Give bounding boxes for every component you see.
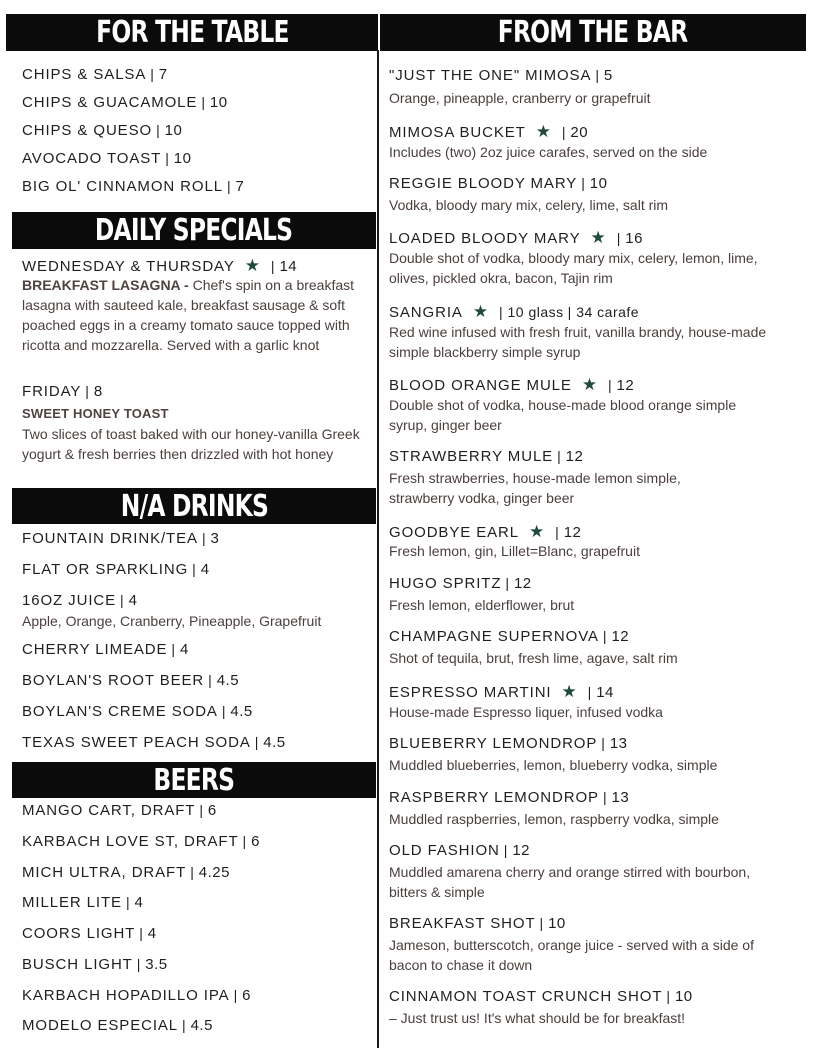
bar-item-description: Fresh lemon, elderflower, brut xyxy=(389,597,575,613)
na-drink-description: Apple, Orange, Cranberry, Pineapple, Grapefruit xyxy=(22,613,322,629)
bar-item: HUGO SPRITZ | 12 xyxy=(389,575,532,592)
daily-specials-header: DAILY SPECIALS xyxy=(12,212,376,249)
special-title: BREAKFAST LASAGNA - xyxy=(22,277,189,293)
bar-item-description: Muddled raspberries, lemon, raspberry vodka, simple xyxy=(389,811,719,827)
beer-item: MILLER LITE | 4 xyxy=(22,894,144,911)
bar-item: BLUEBERRY LEMONDROP | 13 xyxy=(389,735,628,752)
star-icon: ★ xyxy=(590,228,607,247)
special-description: BREAKFAST LASAGNA - Chef's spin on a breakfast lasagna with sauteed kale, breakfast sausage & soft poached eggs in a creamy tomato sauce topped with ricotta and mozzarella. Served with a garlic knot xyxy=(22,277,355,353)
bar-item: SANGRIA ★ | 10 glass | 34 carafe xyxy=(389,302,640,321)
star-icon: ★ xyxy=(244,256,261,275)
bar-item: RASPBERRY LEMONDROP | 13 xyxy=(389,789,630,806)
table-item: BIG OL' CINNAMON ROLL | 7 xyxy=(22,178,245,195)
na-drink-item: FOUNTAIN DRINK/TEA | 3 xyxy=(22,530,220,547)
bar-item-description: Double shot of vodka, house-made blood orange simple syrup, ginger beer xyxy=(389,397,737,433)
beer-item: KARBACH HOPADILLO IPA | 6 xyxy=(22,987,251,1004)
bar-item: STRAWBERRY MULE | 12 xyxy=(389,448,584,465)
bar-item-description: House-made Espresso liquer, infused vodka xyxy=(389,704,663,720)
special-description: Two slices of toast baked with our honey-vanilla Greek yogurt & fresh berries then drizzled with hot honey xyxy=(22,426,360,462)
beer-item: COORS LIGHT | 4 xyxy=(22,925,157,942)
from-the-bar-header: FROM THE BAR xyxy=(380,14,806,51)
for-the-table-header: FOR THE TABLE xyxy=(6,14,378,51)
bar-item-description: Orange, pineapple, cranberry or grapefruit xyxy=(389,90,651,106)
beers-header: BEERS xyxy=(12,762,376,798)
bar-item-description: – Just trust us! It's what should be for breakfast! xyxy=(389,1010,686,1026)
bar-item: BLOOD ORANGE MULE ★ | 12 xyxy=(389,375,635,394)
bar-item: GOODBYE EARL ★ | 12 xyxy=(389,522,582,541)
beer-item: MICH ULTRA, DRAFT | 4.25 xyxy=(22,864,230,881)
bar-item-description: Fresh lemon, gin, Lillet=Blanc, grapefruit xyxy=(389,543,640,559)
bar-item-description: Muddled blueberries, lemon, blueberry vodka, simple xyxy=(389,757,718,773)
beer-item: KARBACH LOVE ST, DRAFT | 6 xyxy=(22,833,260,850)
beer-item: MANGO CART, DRAFT | 6 xyxy=(22,802,217,819)
beer-item: BUSCH LIGHT | 3.5 xyxy=(22,956,168,973)
table-item: CHIPS & GUACAMOLE | 10 xyxy=(22,94,228,111)
special-day: FRIDAY | 8 xyxy=(22,383,103,400)
na-drink-item: BOYLAN'S CREME SODA | 4.5 xyxy=(22,703,253,720)
na-drink-item: 16OZ JUICE | 4 xyxy=(22,592,138,609)
beer-item: MODELO ESPECIAL | 4.5 xyxy=(22,1017,213,1034)
na-drink-item: BOYLAN'S ROOT BEER | 4.5 xyxy=(22,672,240,689)
bar-item-description: Fresh strawberries, house-made lemon simple, strawberry vodka, ginger beer xyxy=(389,470,681,506)
table-item: CHIPS & SALSA | 7 xyxy=(22,66,168,83)
special-title: SWEET HONEY TOAST xyxy=(22,406,169,421)
star-icon: ★ xyxy=(529,522,546,541)
bar-item-description: Vodka, bloody mary mix, celery, lime, salt rim xyxy=(389,197,669,213)
bar-item: "JUST THE ONE" MIMOSA | 5 xyxy=(389,67,613,84)
bar-item: LOADED BLOODY MARY ★ | 16 xyxy=(389,228,643,247)
bar-item: REGGIE BLOODY MARY | 10 xyxy=(389,175,608,192)
na-drinks-header: N/A DRINKS xyxy=(12,488,376,524)
bar-item-description: Red wine infused with fresh fruit, vanilla brandy, house-made simple blackberry simple syrup xyxy=(389,324,767,360)
bar-item: CHAMPAGNE SUPERNOVA | 12 xyxy=(389,628,630,645)
bar-item-description: Shot of tequila, brut, fresh lime, agave, salt rim xyxy=(389,650,678,666)
na-drink-item: FLAT OR SPARKLING | 4 xyxy=(22,561,210,578)
special-day: WEDNESDAY & THURSDAY ★ | 14 xyxy=(22,256,298,275)
star-icon: ★ xyxy=(472,302,489,321)
na-drink-item: CHERRY LIMEADE | 4 xyxy=(22,641,189,658)
star-icon: ★ xyxy=(581,375,598,394)
na-drink-item: TEXAS SWEET PEACH SODA | 4.5 xyxy=(22,734,286,751)
bar-item-description: Double shot of vodka, bloody mary mix, celery, lemon, lime, olives, pickled okra, bacon, Tajin rim xyxy=(389,250,758,286)
bar-item: MIMOSA BUCKET ★ | 20 xyxy=(389,122,589,141)
table-item: AVOCADO TOAST | 10 xyxy=(22,150,192,167)
bar-item: ESPRESSO MARTINI ★ | 14 xyxy=(389,682,614,701)
table-item: CHIPS & QUESO | 10 xyxy=(22,122,183,139)
bar-item-description: Jameson, butterscotch, orange juice - served with a side of bacon to chase it down xyxy=(389,937,754,973)
bar-item-description: Muddled amarena cherry and orange stirred with bourbon, bitters & simple xyxy=(389,864,751,900)
star-icon: ★ xyxy=(535,122,552,141)
bar-item: OLD FASHION | 12 xyxy=(389,842,530,859)
bar-item: BREAKFAST SHOT | 10 xyxy=(389,915,566,932)
bar-item-description: Includes (two) 2oz juice carafes, served on the side xyxy=(389,144,708,160)
bar-item: CINNAMON TOAST CRUNCH SHOT | 10 xyxy=(389,988,693,1005)
star-icon: ★ xyxy=(561,682,578,701)
column-divider xyxy=(377,50,379,1048)
